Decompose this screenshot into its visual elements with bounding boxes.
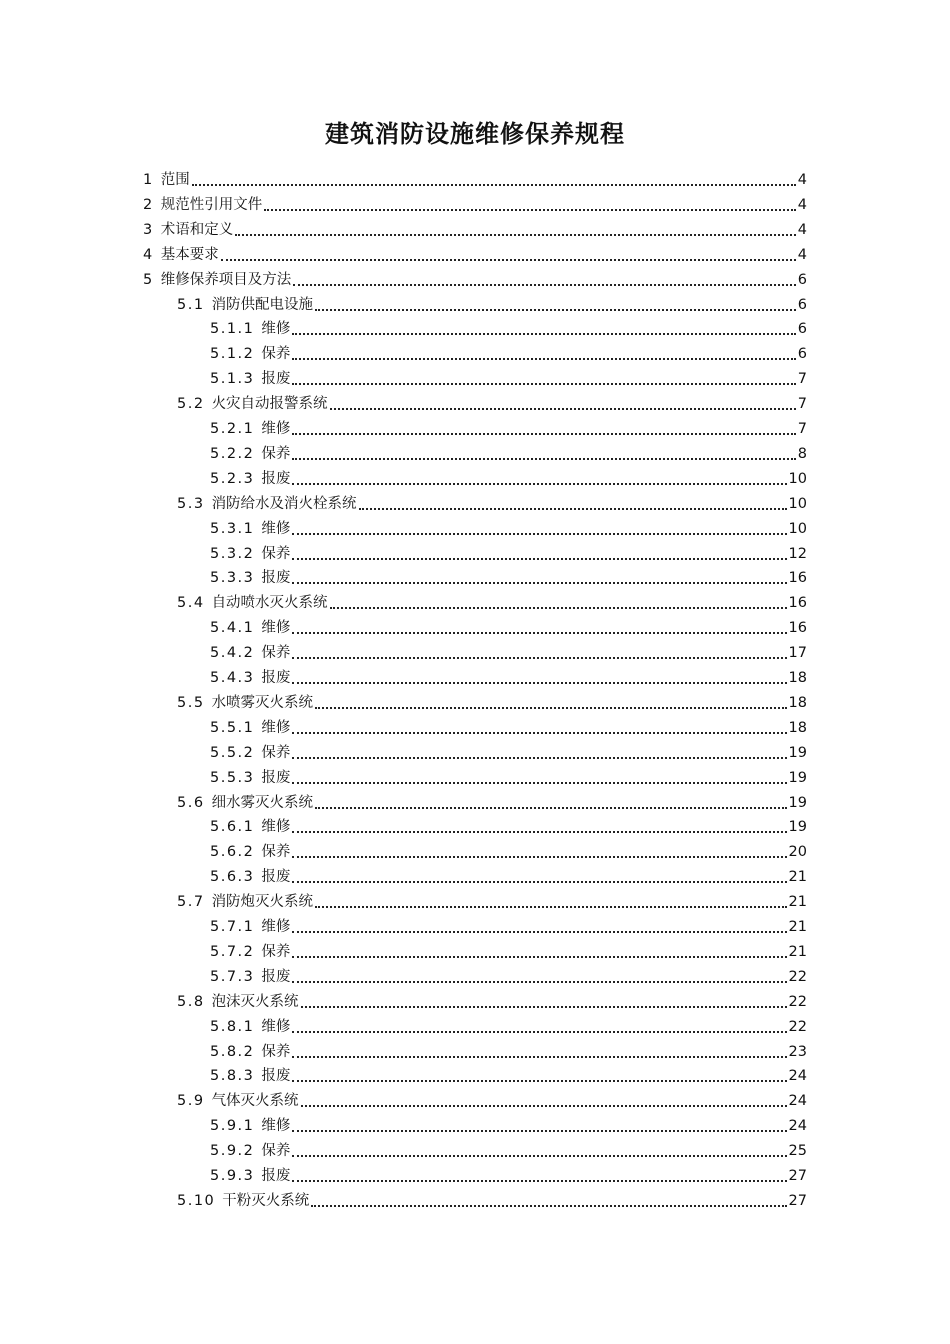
toc-page-number: 12: [788, 545, 807, 562]
toc-entry-title: 报废: [261, 371, 291, 388]
toc-entry-title: 报废: [261, 1168, 291, 1184]
toc-entry[interactable]: [143, 241, 807, 265]
toc-entry-title: 保养: [261, 1043, 291, 1060]
toc-entry-number: 5.4.1: [210, 620, 255, 637]
toc-entry-number: 5.8.3: [210, 1068, 255, 1085]
toc-dot-leader: [301, 1006, 787, 1008]
toc-entry[interactable]: [210, 764, 807, 788]
toc-page-number: 19: [788, 794, 807, 811]
toc-entry-number: 5.3.3: [210, 570, 255, 587]
toc-entry[interactable]: [210, 1062, 807, 1086]
toc-dot-leader: [292, 757, 786, 759]
toc-page-number: 4: [797, 246, 807, 263]
toc-page-number: 21: [788, 943, 807, 960]
toc-entry[interactable]: [210, 739, 807, 763]
toc-dot-leader: [292, 931, 786, 933]
toc-entry[interactable]: [177, 589, 807, 613]
toc-page-number: 10: [788, 470, 807, 487]
toc-page-number: 10: [788, 520, 807, 537]
toc-dot-leader: [330, 408, 796, 410]
toc-entry-title: 保养: [261, 1143, 291, 1160]
toc-page-number: 21: [788, 869, 807, 886]
toc-entry-title: 保养: [261, 346, 291, 363]
toc-page-number: 4: [797, 196, 807, 213]
toc-entry[interactable]: [143, 216, 807, 240]
toc-page-number: 27: [788, 1168, 807, 1184]
toc-entry-title: 范围: [160, 172, 190, 188]
toc-dot-leader: [292, 433, 795, 435]
toc-entry[interactable]: [210, 1013, 807, 1037]
toc-dot-leader: [221, 259, 796, 261]
toc-entry-title: 维修: [261, 421, 291, 437]
toc-entry[interactable]: [210, 465, 807, 489]
toc-entry-title: 报废: [261, 869, 291, 886]
toc-entry-number: 5.5.1: [210, 719, 255, 736]
toc-page-number: 7: [797, 396, 807, 413]
toc-page-number: 22: [788, 968, 807, 985]
toc-page-number: 18: [788, 670, 807, 686]
toc-entry-number: 5.9: [177, 1093, 205, 1110]
toc-entry[interactable]: [210, 340, 807, 364]
toc-entry-title: 泡沫灭火系统: [211, 993, 299, 1010]
toc-entry-title: 气体灭火系统: [211, 1093, 299, 1110]
toc-dot-leader: [292, 1031, 786, 1033]
toc-page-number: 16: [788, 595, 807, 612]
toc-entry-number: 5.5.2: [210, 744, 255, 761]
toc-entry-number: 5.1.3: [210, 371, 255, 388]
toc-entry-title: 维修: [261, 919, 291, 935]
toc-dot-leader: [301, 1105, 787, 1107]
toc-entry-number: 5.8: [177, 993, 205, 1010]
toc-entry-title: 基本要求: [160, 246, 219, 263]
toc-dot-leader: [292, 533, 786, 535]
toc-entry-number: 5.1.2: [210, 346, 255, 363]
toc-entry-number: 5.9.1: [210, 1118, 255, 1135]
toc-dot-leader: [292, 582, 786, 584]
toc-entry-title: 维修: [261, 1118, 291, 1135]
toc-page-number: 22: [788, 1018, 807, 1035]
toc-dot-leader: [292, 1056, 786, 1058]
toc-entry-number: 5: [143, 271, 154, 288]
toc-entry-number: 5.1.1: [210, 321, 255, 338]
toc-entry[interactable]: [210, 938, 807, 962]
toc-entry[interactable]: [210, 714, 807, 738]
toc-page-number: 21: [788, 919, 807, 935]
toc-entry-number: 5.6.1: [210, 819, 255, 836]
toc-page-number: 19: [788, 819, 807, 836]
toc-entry[interactable]: [210, 614, 807, 638]
toc-entry-number: 5.8.2: [210, 1043, 255, 1060]
toc-entry[interactable]: [210, 813, 807, 837]
toc-entry[interactable]: [210, 963, 807, 987]
toc-entry-number: 5.3.1: [210, 520, 255, 537]
toc-entry-number: 5.2.2: [210, 445, 255, 462]
toc-entry-title: 报废: [261, 470, 291, 487]
toc-entry-number: 5.3: [177, 495, 205, 512]
toc-entry-number: 5.4.2: [210, 645, 255, 662]
toc-entry-title: 维修保养项目及方法: [160, 271, 292, 288]
toc-dot-leader: [292, 657, 786, 659]
toc-entry-title: 规范性引用文件: [160, 196, 263, 213]
toc-page-number: 6: [797, 346, 807, 363]
toc-entry-number: 3: [143, 221, 154, 238]
toc-dot-leader: [292, 1180, 786, 1182]
toc-entry-number: 5.8.1: [210, 1018, 255, 1035]
toc-entry-number: 5.2.3: [210, 470, 255, 487]
toc-entry[interactable]: [210, 540, 807, 564]
toc-entry[interactable]: [143, 191, 807, 215]
toc-dot-leader: [292, 383, 795, 385]
toc-page-number: 16: [788, 620, 807, 637]
toc-entry-number: 5.6.3: [210, 869, 255, 886]
toc-entry-number: 5.7.2: [210, 943, 255, 960]
toc-dot-leader: [292, 981, 786, 983]
toc-entry-title: 保养: [261, 844, 291, 861]
toc-entry-number: 5.7.3: [210, 968, 255, 985]
toc-entry[interactable]: [210, 664, 807, 688]
toc-page-number: 10: [788, 495, 807, 512]
toc-dot-leader: [315, 906, 786, 908]
toc-entry-number: 5.7: [177, 894, 205, 911]
toc-entry[interactable]: [210, 1137, 807, 1161]
toc-entry-number: 5.6.2: [210, 844, 255, 861]
toc-dot-leader: [292, 483, 786, 485]
toc-entry-number: 5.9.2: [210, 1143, 255, 1160]
toc-entry[interactable]: [177, 689, 807, 713]
toc-entry-title: 维修: [261, 520, 291, 537]
toc-page-number: 22: [788, 993, 807, 1010]
toc-entry[interactable]: [177, 291, 807, 315]
toc-entry-title: 水喷雾灭火系统: [211, 694, 314, 711]
toc-dot-leader: [315, 309, 796, 311]
toc-entry-number: 5.4: [177, 595, 205, 612]
toc-page-number: 24: [788, 1093, 807, 1110]
toc-entry[interactable]: [210, 564, 807, 588]
toc-page-number: 27: [788, 1192, 807, 1209]
toc-entry-title: 报废: [261, 1068, 291, 1085]
toc-dot-leader: [292, 732, 786, 734]
toc-entry[interactable]: [177, 789, 807, 813]
toc-entry[interactable]: [210, 315, 807, 339]
toc-dot-leader: [235, 234, 796, 236]
toc-page-number: 19: [788, 769, 807, 786]
toc-page-number: 21: [788, 894, 807, 911]
toc-entry-number: 5.7.1: [210, 919, 255, 935]
toc-entry[interactable]: [210, 1162, 807, 1186]
toc-page-number: 16: [788, 570, 807, 587]
toc-dot-leader: [292, 1080, 786, 1082]
toc-dot-leader: [292, 632, 786, 634]
toc-entry[interactable]: [210, 838, 807, 862]
toc-dot-leader: [292, 856, 786, 858]
toc-entry-number: 5.3.2: [210, 545, 255, 562]
toc-entry-number: 5.10: [177, 1192, 216, 1209]
toc-entry-title: 保养: [261, 645, 291, 662]
toc-page-number: 8: [797, 445, 807, 462]
toc-entry-title: 保养: [261, 744, 291, 761]
toc-entry[interactable]: [210, 913, 807, 937]
toc-entry-title: 保养: [261, 545, 291, 562]
toc-dot-leader: [292, 1130, 786, 1132]
toc-dot-leader: [292, 558, 786, 560]
toc-dot-leader: [292, 682, 786, 684]
toc-page-number: 25: [788, 1143, 807, 1160]
toc-entry[interactable]: [177, 1087, 807, 1111]
toc-page-number: 23: [788, 1043, 807, 1060]
toc-entry-number: 5.5: [177, 694, 205, 711]
toc-dot-leader: [264, 209, 796, 211]
toc-entry-title: 消防供配电设施: [211, 296, 314, 313]
toc-entry[interactable]: [177, 390, 807, 414]
toc-entry-title: 维修: [261, 1018, 291, 1035]
toc-entry[interactable]: [177, 490, 807, 514]
toc-dot-leader: [292, 956, 786, 958]
toc-dot-leader: [292, 831, 786, 833]
toc-page-number: 18: [788, 694, 807, 711]
toc-dot-leader: [311, 1205, 786, 1207]
toc-entry-number: 5.4.3: [210, 670, 255, 686]
toc-entry-number: 2: [143, 196, 154, 213]
toc-entry-title: 维修: [261, 321, 291, 338]
toc-page-number: 19: [788, 744, 807, 761]
toc-dot-leader: [292, 782, 786, 784]
toc-entry[interactable]: [143, 166, 807, 190]
toc-dot-leader: [315, 807, 786, 809]
toc-entry-title: 维修: [261, 719, 291, 736]
toc-page-number: 4: [797, 221, 807, 238]
toc-dot-leader: [292, 458, 795, 460]
toc-entry-title: 干粉灭火系统: [222, 1192, 310, 1209]
toc-entry-title: 报废: [261, 570, 291, 587]
toc-entry-number: 5.1: [177, 296, 205, 313]
toc-entry-title: 自动喷水灭火系统: [211, 595, 328, 612]
toc-dot-leader: [293, 284, 796, 286]
document-title: 建筑消防设施维修保养规程: [325, 120, 625, 148]
toc-page-number: 24: [788, 1118, 807, 1135]
toc-dot-leader: [192, 184, 796, 186]
toc-entry[interactable]: [210, 863, 807, 887]
toc-entry[interactable]: [210, 365, 807, 389]
toc-entry-number: 4: [143, 246, 154, 263]
toc-entry-number: 5.5.3: [210, 769, 255, 786]
toc-page-number: 7: [797, 421, 807, 437]
toc-entry-title: 术语和定义: [160, 221, 234, 238]
toc-entry[interactable]: [210, 515, 807, 539]
toc-entry-title: 维修: [261, 819, 291, 836]
toc-entry[interactable]: [177, 888, 807, 912]
toc-entry[interactable]: [143, 266, 807, 290]
toc-entry[interactable]: [210, 415, 807, 439]
toc-page-number: 18: [788, 719, 807, 736]
toc-entry-number: 5.2: [177, 396, 205, 413]
toc-entry[interactable]: [177, 988, 807, 1012]
toc-page-number: 7: [797, 371, 807, 388]
toc-dot-leader: [292, 1155, 786, 1157]
toc-dot-leader: [292, 881, 786, 883]
toc-dot-leader: [292, 333, 795, 335]
toc-entry[interactable]: [210, 639, 807, 663]
toc-entry[interactable]: [210, 1112, 807, 1136]
toc-entry-number: 5.6: [177, 794, 205, 811]
toc-entry[interactable]: [177, 1187, 807, 1211]
toc-page-number: 17: [788, 645, 807, 662]
toc-entry-title: 火灾自动报警系统: [211, 396, 328, 413]
toc-entry-title: 保养: [261, 943, 291, 960]
toc-dot-leader: [315, 707, 786, 709]
toc-entry-title: 细水雾灭火系统: [211, 794, 314, 811]
toc-entry-title: 报废: [261, 968, 291, 985]
toc-entry-number: 1: [143, 172, 154, 188]
toc-entry-number: 5.2.1: [210, 421, 255, 437]
toc-entry-title: 维修: [261, 620, 291, 637]
toc-entry-title: 报废: [261, 670, 291, 686]
toc-entry-number: 5.9.3: [210, 1168, 255, 1184]
toc-entry-title: 报废: [261, 769, 291, 786]
toc-entry-title: 消防炮灭火系统: [211, 894, 314, 911]
toc-entry[interactable]: [210, 440, 807, 464]
toc-page-number: 24: [788, 1068, 807, 1085]
toc-dot-leader: [359, 508, 787, 510]
toc-entry[interactable]: [210, 1038, 807, 1062]
toc-dot-leader: [330, 607, 787, 609]
toc-entry-title: 保养: [261, 445, 291, 462]
toc-page-number: 6: [797, 271, 807, 288]
toc-dot-leader: [292, 358, 795, 360]
toc-page-number: 6: [797, 296, 807, 313]
toc-page-number: 4: [797, 172, 807, 188]
toc-page-number: 20: [788, 844, 807, 861]
toc-entry-title: 消防给水及消火栓系统: [211, 495, 357, 512]
toc-page-number: 6: [797, 321, 807, 338]
